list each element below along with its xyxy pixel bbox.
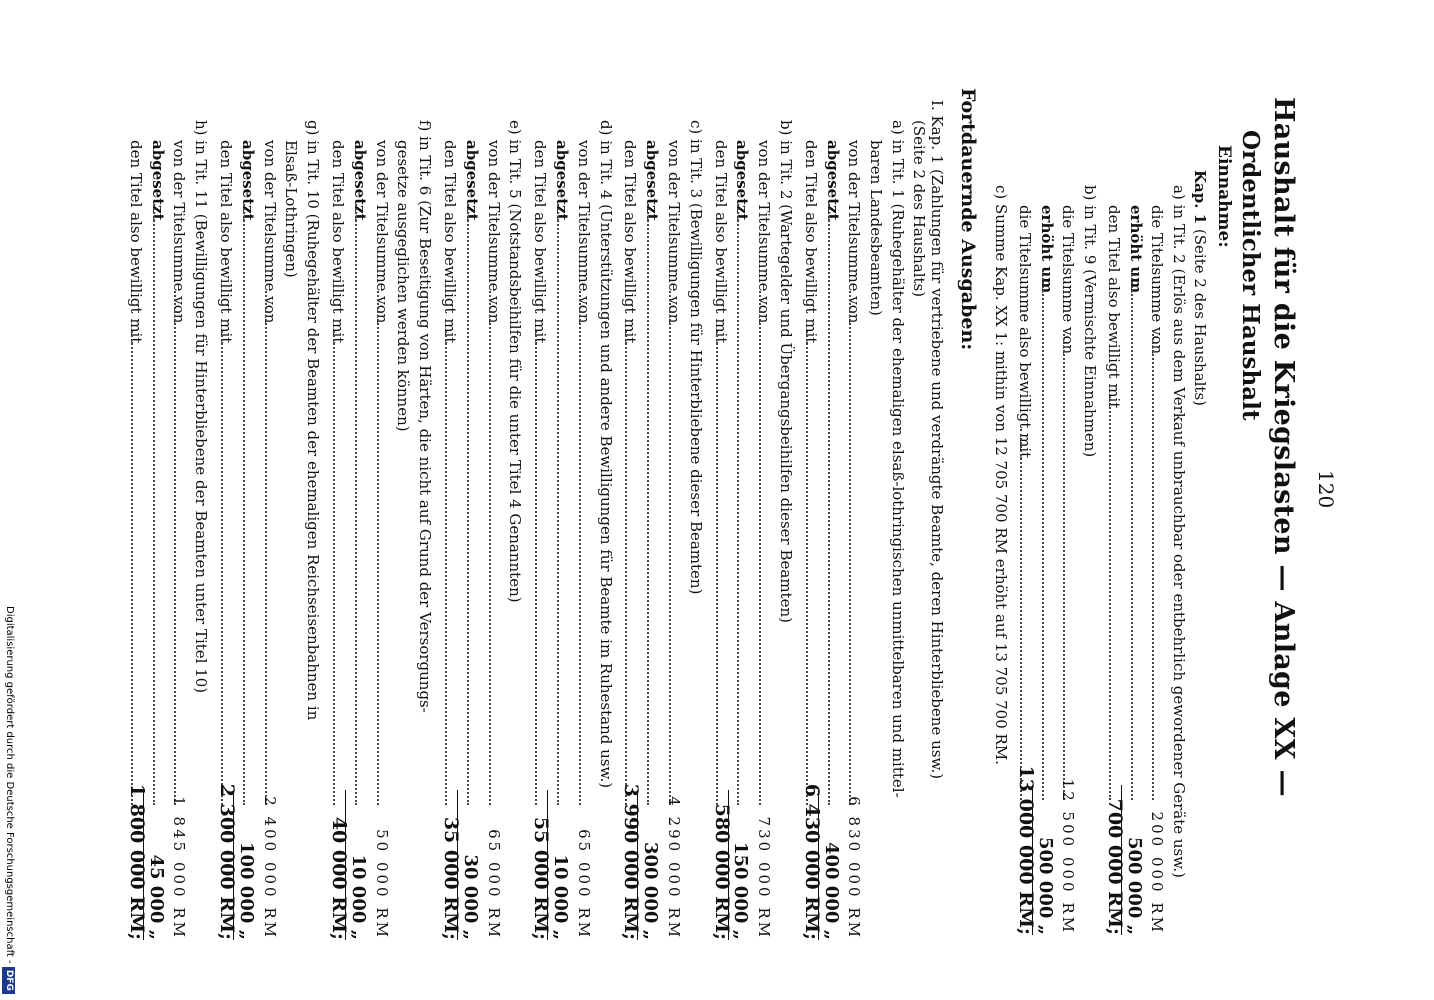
entry-value: 200 000 RM xyxy=(1148,811,1167,935)
entry-line: den Titel also bewilligt mit xyxy=(329,140,347,344)
entry-value: 700 000 RM; xyxy=(1104,798,1127,935)
entry-line: h) in Tit. 11 (Bewilligungen für Hinterbliebene der Beamten unter Titel 10) xyxy=(192,120,211,694)
entry-value: 500 000 „ xyxy=(1035,836,1056,935)
einnahme-heading: Einnahme: xyxy=(1214,145,1234,248)
dot-leader xyxy=(243,205,245,805)
entry-value: 150 000 „ xyxy=(730,841,752,940)
entry-value: 65 000 RM xyxy=(574,829,593,940)
entry-value: 730 000 RM xyxy=(755,816,774,940)
dot-leader xyxy=(265,291,267,805)
dot-leader xyxy=(557,205,559,805)
einnahme-kap: Kap. 1 xyxy=(1191,170,1209,225)
entry-line: den Titel also bewilligt mit xyxy=(217,140,235,344)
dot-leader xyxy=(445,331,447,805)
dot-leader xyxy=(737,205,739,805)
einnahme-kap-text: (Seite 2 des Haushalts) xyxy=(1191,228,1209,407)
entry-value: 50 000 RM xyxy=(372,829,391,940)
entry-line: baren Landesbeamten) xyxy=(867,140,886,316)
entry-line: d) in Tit. 4 (Unterstützungen und andere Bewilligungen für Beamte im Ruhestand usw.) xyxy=(596,120,615,789)
dot-leader xyxy=(669,291,671,805)
entry-value: 55 000 RM; xyxy=(530,816,553,940)
entry-value: 12 500 000 RM xyxy=(1059,778,1078,935)
entry-value: 45 000 „ xyxy=(145,854,167,940)
entry-line: von der Titelsumme von xyxy=(845,140,864,324)
dot-leader xyxy=(828,205,830,805)
entry-value: 6 830 000 RM xyxy=(845,796,864,940)
entry-value: 300 000 „ xyxy=(640,841,662,940)
entry-value: 10 000 „ xyxy=(347,854,369,940)
entry-line: von der Titelsumme von xyxy=(665,140,683,324)
dot-leader xyxy=(759,291,761,805)
dot-leader xyxy=(849,291,851,805)
entry-line: erhöht um xyxy=(1038,205,1056,294)
entry-line: die Titelsumme von xyxy=(1148,205,1167,355)
dot-leader xyxy=(535,331,537,805)
entry-line: den Titel also bewilligt mit xyxy=(711,140,730,344)
dfg-logo-icon: DFG xyxy=(2,967,15,994)
dot-leader xyxy=(221,331,223,805)
dot-leader xyxy=(131,331,133,805)
dot-leader xyxy=(1110,396,1112,800)
entry-value: 2 400 000 RM xyxy=(260,796,279,940)
entry-line: abgesetzt xyxy=(733,140,752,221)
entry-value: 1 800 000 RM; xyxy=(125,783,148,940)
dot-leader xyxy=(1064,330,1066,800)
entry-value: 580 000 RM; xyxy=(710,803,733,940)
dot-leader xyxy=(579,291,581,805)
entry-value: 65 000 RM xyxy=(484,829,503,940)
entry-line: die Titelsumme also bewilligt mit xyxy=(1016,205,1035,459)
entry-line: e) in Tit. 5 (Notstandsbeihilfen für die unter Titel 4 Genannten) xyxy=(506,120,525,603)
entry-value: 100 000 „ xyxy=(235,841,257,940)
entry-line: den Titel also bewilligt mit xyxy=(621,140,640,344)
entry-line: die Titelsumme von xyxy=(1059,205,1078,355)
ausgaben-kap-line-2: (Seite 2 des Haushalts) xyxy=(910,120,928,298)
entry-value: 30 000 „ xyxy=(459,854,481,940)
dot-leader xyxy=(333,331,335,805)
entry-line: f) in Tit. 6 (Zur Beseitigung von Härten, die nicht auf Grund der Versorgungs- xyxy=(416,120,435,713)
entry-line: abgesetzt xyxy=(350,140,369,221)
dot-leader xyxy=(1021,429,1023,800)
ausgaben-heading: Fortdauernde Ausgaben: xyxy=(957,88,979,351)
entry-line: abgesetzt xyxy=(148,140,167,221)
dot-leader xyxy=(647,205,649,805)
entry-line: von der Titelsumme von xyxy=(260,140,279,324)
entry-line: b) in Tit. 2 (Wartegelder und Übergangsbeihilfen dieser Beamten) xyxy=(777,120,795,623)
dot-leader xyxy=(355,205,357,805)
entry-line: abgesetzt xyxy=(643,140,662,221)
entry-line: gesetze ausgeglichen werden können) xyxy=(394,140,413,432)
footer-credit-text: Digitalisierung gefördert durch die Deutsche Forschungsgemeinschaft - xyxy=(4,606,15,964)
entry-value: 40 000 RM; xyxy=(328,816,350,940)
dot-leader xyxy=(174,291,176,805)
entry-line: den Titel also bewilligt mit xyxy=(531,140,550,344)
entry-value: 3 990 000 RM; xyxy=(620,783,643,940)
entry-line: den Titel also bewilligt mit xyxy=(1105,205,1124,409)
dot-leader xyxy=(1042,270,1044,800)
entry-line: erhöht um xyxy=(1127,205,1145,294)
entry-line: abgesetzt xyxy=(238,140,257,221)
dot-leader xyxy=(153,205,155,805)
entry-line: a) in Tit. 1 (Ruhegehälter der ehemaligen elsaß-lothringischen unmittelbaren und mittel- xyxy=(889,120,907,798)
entry-line: g) in Tit. 10 (Ruhegehälter der Beamten der ehemaligen Reichseisenbahnen in xyxy=(304,120,323,721)
entry-line: a) in Tit. 2 (Erlös aus dem Verkauf unbrauchbar oder entbehrlich gewordener Geräte usw.) xyxy=(1170,185,1188,878)
dot-leader xyxy=(806,331,808,805)
dot-leader xyxy=(716,331,718,805)
entry-line: Elsaß-Lothringen) xyxy=(282,140,301,278)
entry-line: c) in Tit. 3 (Bewilligungen für Hinterbliebene dieser Beamten) xyxy=(686,120,705,595)
dot-leader xyxy=(1131,270,1133,800)
entry-line: abgesetzt xyxy=(462,140,481,221)
ausgaben-kap-line-1: I. Kap. 1 (Zahlungen für vertriebene und verdrängte Beamte, deren Hinterbliebene usw.) xyxy=(928,100,946,780)
entry-value: 400 000 „ xyxy=(820,841,842,940)
footer-credit xyxy=(1,606,18,996)
entry-value: 2 300 000 RM; xyxy=(216,783,238,940)
entry-line: von der Titelsumme von xyxy=(372,140,391,324)
entry-value: 13 000 000 RM; xyxy=(1015,765,1038,935)
entry-line: von der Titelsumme von xyxy=(484,140,503,324)
entry-line: abgesetzt xyxy=(823,140,842,221)
entry-line: b) in Tit. 9 (Vermischte Einnahmen) xyxy=(1081,185,1099,458)
entry-line: c) Summe Kap. XX 1: mithin von 12 705 700 RM erhöht auf 13 705 700 RM. xyxy=(992,185,1010,765)
entry-line: von der Titelsumme von xyxy=(170,140,189,324)
page-subtitle: Ordentlicher Haushalt xyxy=(1237,130,1264,421)
entry-value: 35 000 RM; xyxy=(440,816,462,940)
dot-leader xyxy=(625,331,627,805)
entry-line: von der Titelsumme von xyxy=(574,140,593,324)
entry-line: den Titel also bewilligt mit xyxy=(441,140,459,344)
page-title: Haushalt für die Kriegslasten — Anlage XX — xyxy=(1268,97,1299,797)
dot-leader xyxy=(1153,330,1155,800)
entry-value: 500 000 „ xyxy=(1124,836,1145,935)
dot-leader xyxy=(377,291,379,805)
entry-line: den Titel also bewilligt mit xyxy=(801,140,820,344)
entry-value: 6 430 000 RM; xyxy=(800,783,823,940)
page-number: 120 xyxy=(1314,470,1338,509)
dot-leader xyxy=(467,205,469,805)
einnahme-kap-line xyxy=(1191,170,1209,406)
entry-value: 10 000 „ xyxy=(550,854,571,940)
entry-value: 4 290 000 RM xyxy=(665,796,683,940)
entry-line: den Titel also bewilligt mit xyxy=(126,140,145,344)
entry-line: abgesetzt xyxy=(553,140,571,221)
dot-leader xyxy=(489,291,491,805)
entry-value: 1 845 000 RM xyxy=(170,796,189,940)
entry-line: von der Titelsumme von xyxy=(755,140,774,324)
